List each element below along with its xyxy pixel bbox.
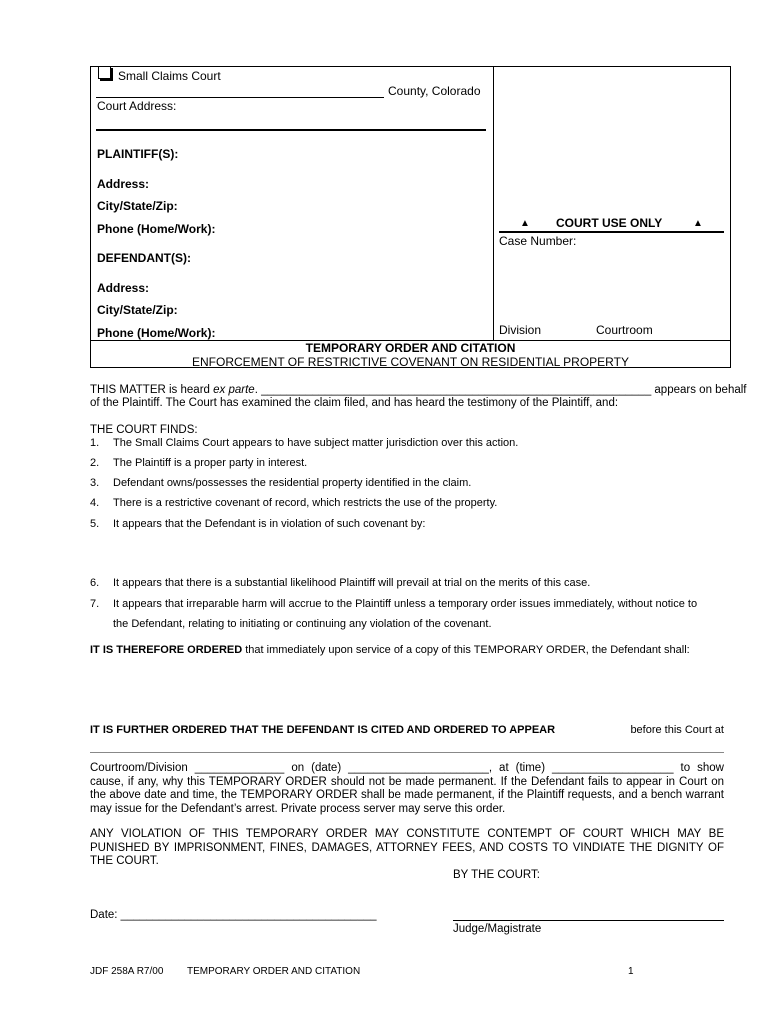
- finding-number: 4.: [90, 497, 100, 509]
- finding-number: 7.: [90, 598, 100, 610]
- court-address-line: [96, 129, 486, 131]
- finding-number: 2.: [90, 457, 100, 469]
- plaintiff-address-label: Address:: [97, 177, 150, 191]
- intro-line-1: THIS MATTER is heard ex parte. _____________________________________________________________ appears on behalf: [90, 384, 747, 396]
- finding-text: It appears that irreparable harm will accrue to the Plaintiff unless a temporary order issues immediately, without notice to: [113, 598, 698, 610]
- court-address-label: Court Address:: [97, 99, 177, 113]
- plaintiffs-label: PLAINTIFF(S):: [97, 147, 179, 161]
- division-label: Division: [499, 323, 542, 337]
- finding-text: The Plaintiff is a proper party in interest.: [113, 457, 308, 469]
- plaintiff-phone-label: Phone (Home/Work):: [97, 222, 216, 236]
- document-title: TEMPORARY ORDER AND CITATION: [305, 341, 516, 355]
- judge-magistrate-label: Judge/Magistrate: [453, 923, 542, 935]
- county-state-label: County, Colorado: [388, 84, 481, 98]
- court-use-only-label: COURT USE ONLY: [556, 216, 663, 230]
- finding-text: Defendant owns/possesses the residential property identified in the claim.: [113, 477, 472, 489]
- court-finds-heading: THE COURT FINDS:: [90, 424, 198, 436]
- finding-text: It appears that there is a substantial likelihood Plaintiff will prevail at trial on the merits of this case.: [113, 577, 591, 589]
- finding-text: The Small Claims Court appears to have subject matter jurisdiction over this action.: [113, 437, 519, 449]
- ordered-line: IT IS THEREFORE ORDERED that immediately upon service of a copy of this TEMPORARY ORDER, the Defendant shall:: [90, 644, 690, 656]
- defendant-phone-label: Phone (Home/Work):: [97, 326, 216, 340]
- finding-number: 1.: [90, 437, 100, 449]
- courtroom-label: Courtroom: [596, 323, 653, 337]
- intro-line-2: of the Plaintiff. The Court has examined the claim filed, and has heard the testimony of the Plaintiff, and:: [90, 397, 619, 409]
- date-signature-line: Date: ________________________________________: [90, 909, 377, 921]
- defendant-address-label: Address:: [97, 281, 150, 295]
- document-subtitle: ENFORCEMENT OF RESTRICTIVE COVENANT ON RESIDENTIAL PROPERTY: [192, 355, 629, 369]
- finding-text: It appears that the Defendant is in violation of such covenant by:: [113, 518, 426, 530]
- form-id: JDF 258A R7/00: [90, 966, 164, 977]
- court-type-label: Small Claims Court: [118, 69, 221, 83]
- caption-divider-vertical: [493, 66, 494, 341]
- court-location-line: [90, 752, 724, 753]
- footer-title: TEMPORARY ORDER AND CITATION: [187, 966, 361, 977]
- by-the-court-label: BY THE COURT:: [453, 869, 540, 881]
- arrow-up-icon: ▲: [520, 218, 530, 229]
- appear-paragraph: Courtroom/Division ______________ on (date) ______________________, at (time) ___________________ to show cause, if any, why this TEMPORARY ORDER should not be made permanent. If the Defendant fails to appear in Court on the above date and time, the TEMPORARY ORDER shall be made permanent, if the Plaintiff requests, and a bench warrant may issue for the Defendant’s arrest. Private process server may serve this order.: [90, 762, 724, 815]
- page-number: 1: [628, 966, 634, 977]
- case-number-label: Case Number:: [499, 234, 577, 248]
- finding-number: 5.: [90, 518, 100, 530]
- further-ordered-line: IT IS FURTHER ORDERED THAT THE DEFENDANT IS CITED AND ORDERED TO APPEAR before this Court at: [90, 724, 724, 736]
- finding-number: 6.: [90, 577, 100, 589]
- judge-signature-line: [453, 920, 724, 921]
- court-use-underline: [499, 231, 724, 233]
- defendants-label: DEFENDANT(S):: [97, 251, 191, 265]
- county-line: [96, 97, 384, 98]
- finding-7-continuation: the Defendant, relating to initiating or continuing any violation of the covenant.: [113, 618, 492, 630]
- finding-text: There is a restrictive covenant of record, which restricts the use of the property.: [113, 497, 498, 509]
- finding-number: 3.: [90, 477, 100, 489]
- defendant-city-label: City/State/Zip:: [97, 303, 178, 317]
- violation-paragraph: ANY VIOLATION OF THIS TEMPORARY ORDER MAY CONSTITUTE CONTEMPT OF COURT WHICH MAY BE PUNISHED BY IMPRISONMENT, FINES, DAMAGES, ATTORNEY FEES, AND COSTS TO VINDIATE THE DIGNITY OF THE COURT.: [90, 828, 724, 867]
- arrow-up-icon: ▲: [693, 218, 703, 229]
- small-claims-checkbox[interactable]: [98, 66, 111, 79]
- plaintiff-city-label: City/State/Zip:: [97, 199, 178, 213]
